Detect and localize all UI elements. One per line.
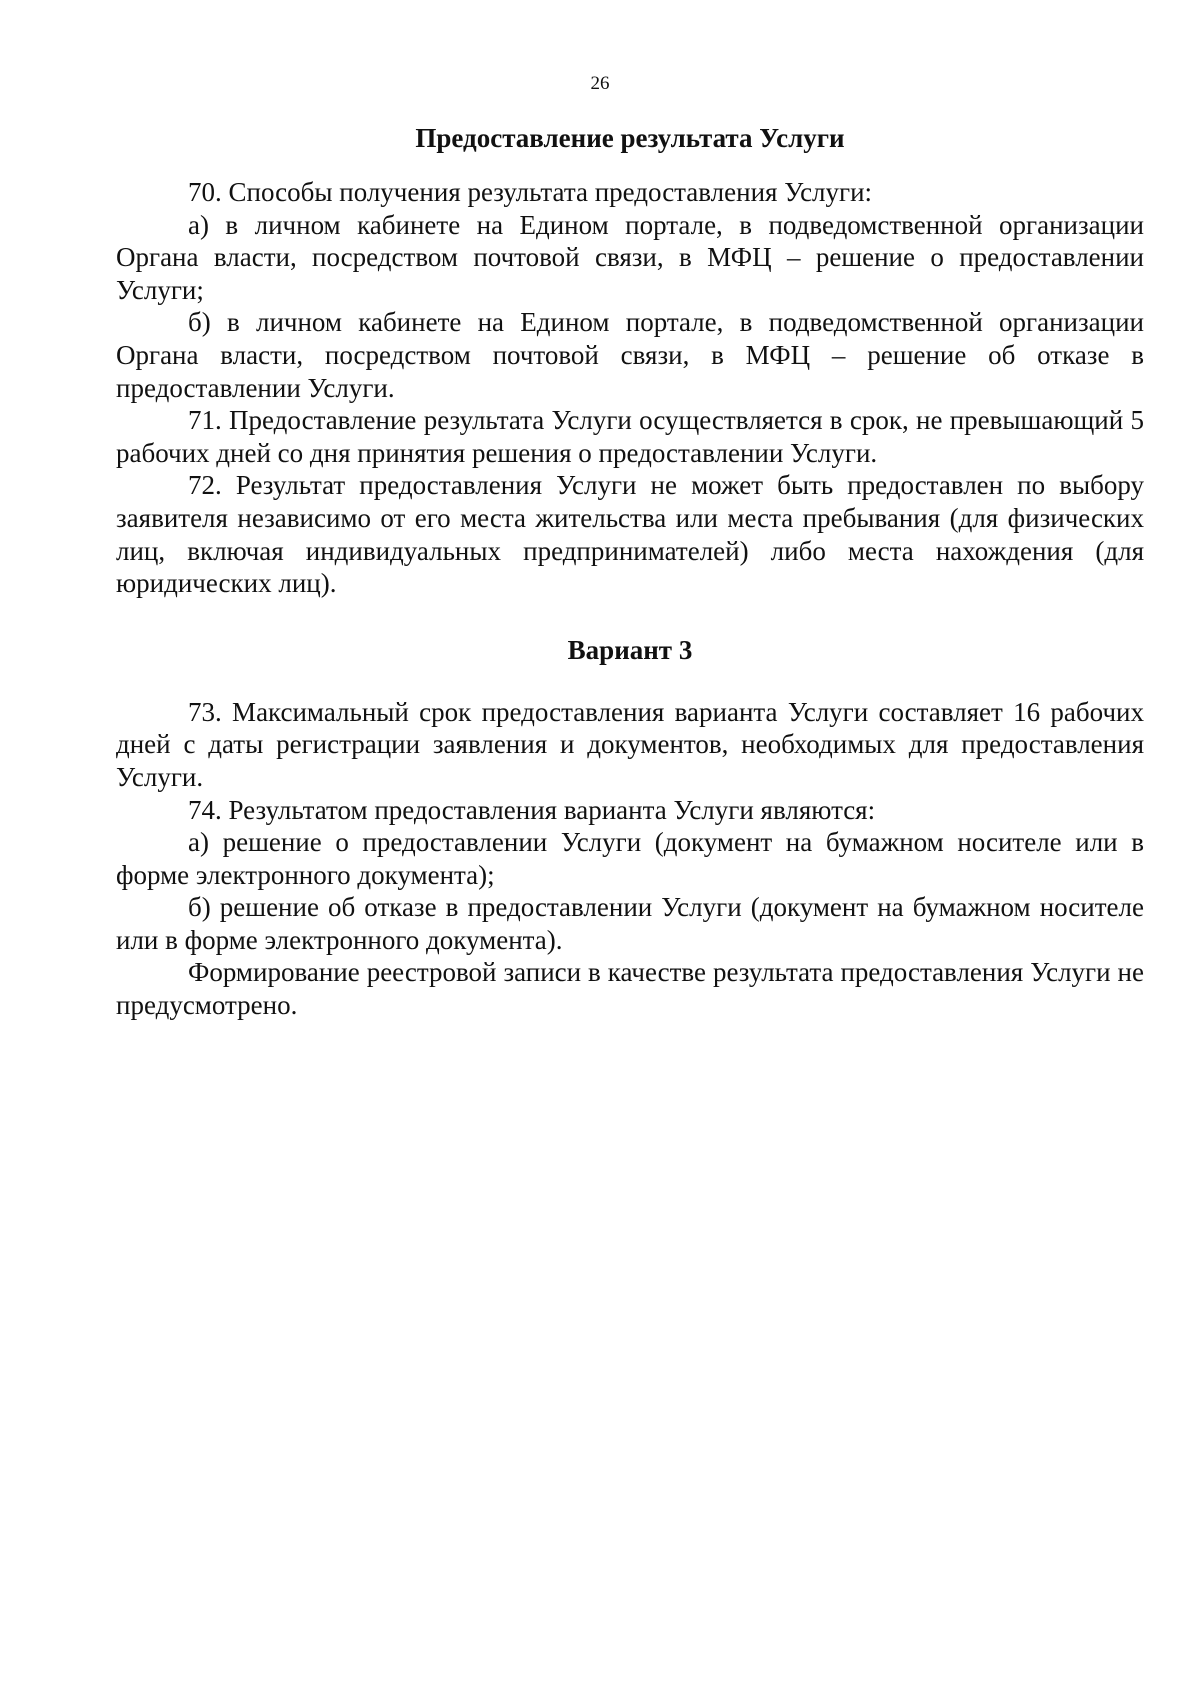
paragraph-74-a: а) решение о предоставлении Услуги (документ на бумажном носителе или в форме электронного документа); <box>116 827 1144 890</box>
paragraph-71: 71. Предоставление результата Услуги осуществляется в срок, не превышающий 5 рабочих дней со дня принятия решения о предоставлении Услуги. <box>116 405 1144 468</box>
section-heading: Вариант 3 <box>567 634 693 665</box>
paragraph-70-b: б) в личном кабинете на Едином портале, в подведомственной организации Органа власти, посредством почтовой связи, в МФЦ – решение об отказе в предоставлении Услуги. <box>116 307 1144 403</box>
paragraph-70-a: а) в личном кабинете на Едином портале, в подведомственной организации Органа власти, посредством почтовой связи, в МФЦ – решение о предоставлении Услуги; <box>116 209 1144 305</box>
page-number: 26 <box>590 73 610 94</box>
paragraph-registry-note: Формирование реестровой записи в качестве результата предоставления Услуги не предусмотрено. <box>116 957 1144 1021</box>
paragraph-74: 74. Результатом предоставления варианта Услуги являются: <box>188 794 876 825</box>
paragraph-72: 72. Результат предоставления Услуги не может быть предоставлен по выбору заявителя независимо от его места жительства или места пребывания (для физических лиц, включая индивидуальных предпринимателей) либо места нахождения (для юридических лиц). <box>116 470 1144 599</box>
paragraph-70: 70. Способы получения результата предоставления Услуги: <box>188 177 873 207</box>
section-variant-3 <box>116 630 1144 1022</box>
section-heading: Предоставление результата Услуги <box>415 123 845 153</box>
paragraph-73: 73. Максимальный срок предоставления варианта Услуги составляет 16 рабочих дней с даты регистрации заявления и документов, необходимых для предоставления Услуги. <box>116 696 1144 792</box>
document-body <box>116 118 1144 1022</box>
section-result-delivery <box>116 118 1144 600</box>
paragraph-74-b: б) решение об отказе в предоставлении Услуги (документ на бумажном носителе или в форме электронного документа). <box>116 892 1144 955</box>
